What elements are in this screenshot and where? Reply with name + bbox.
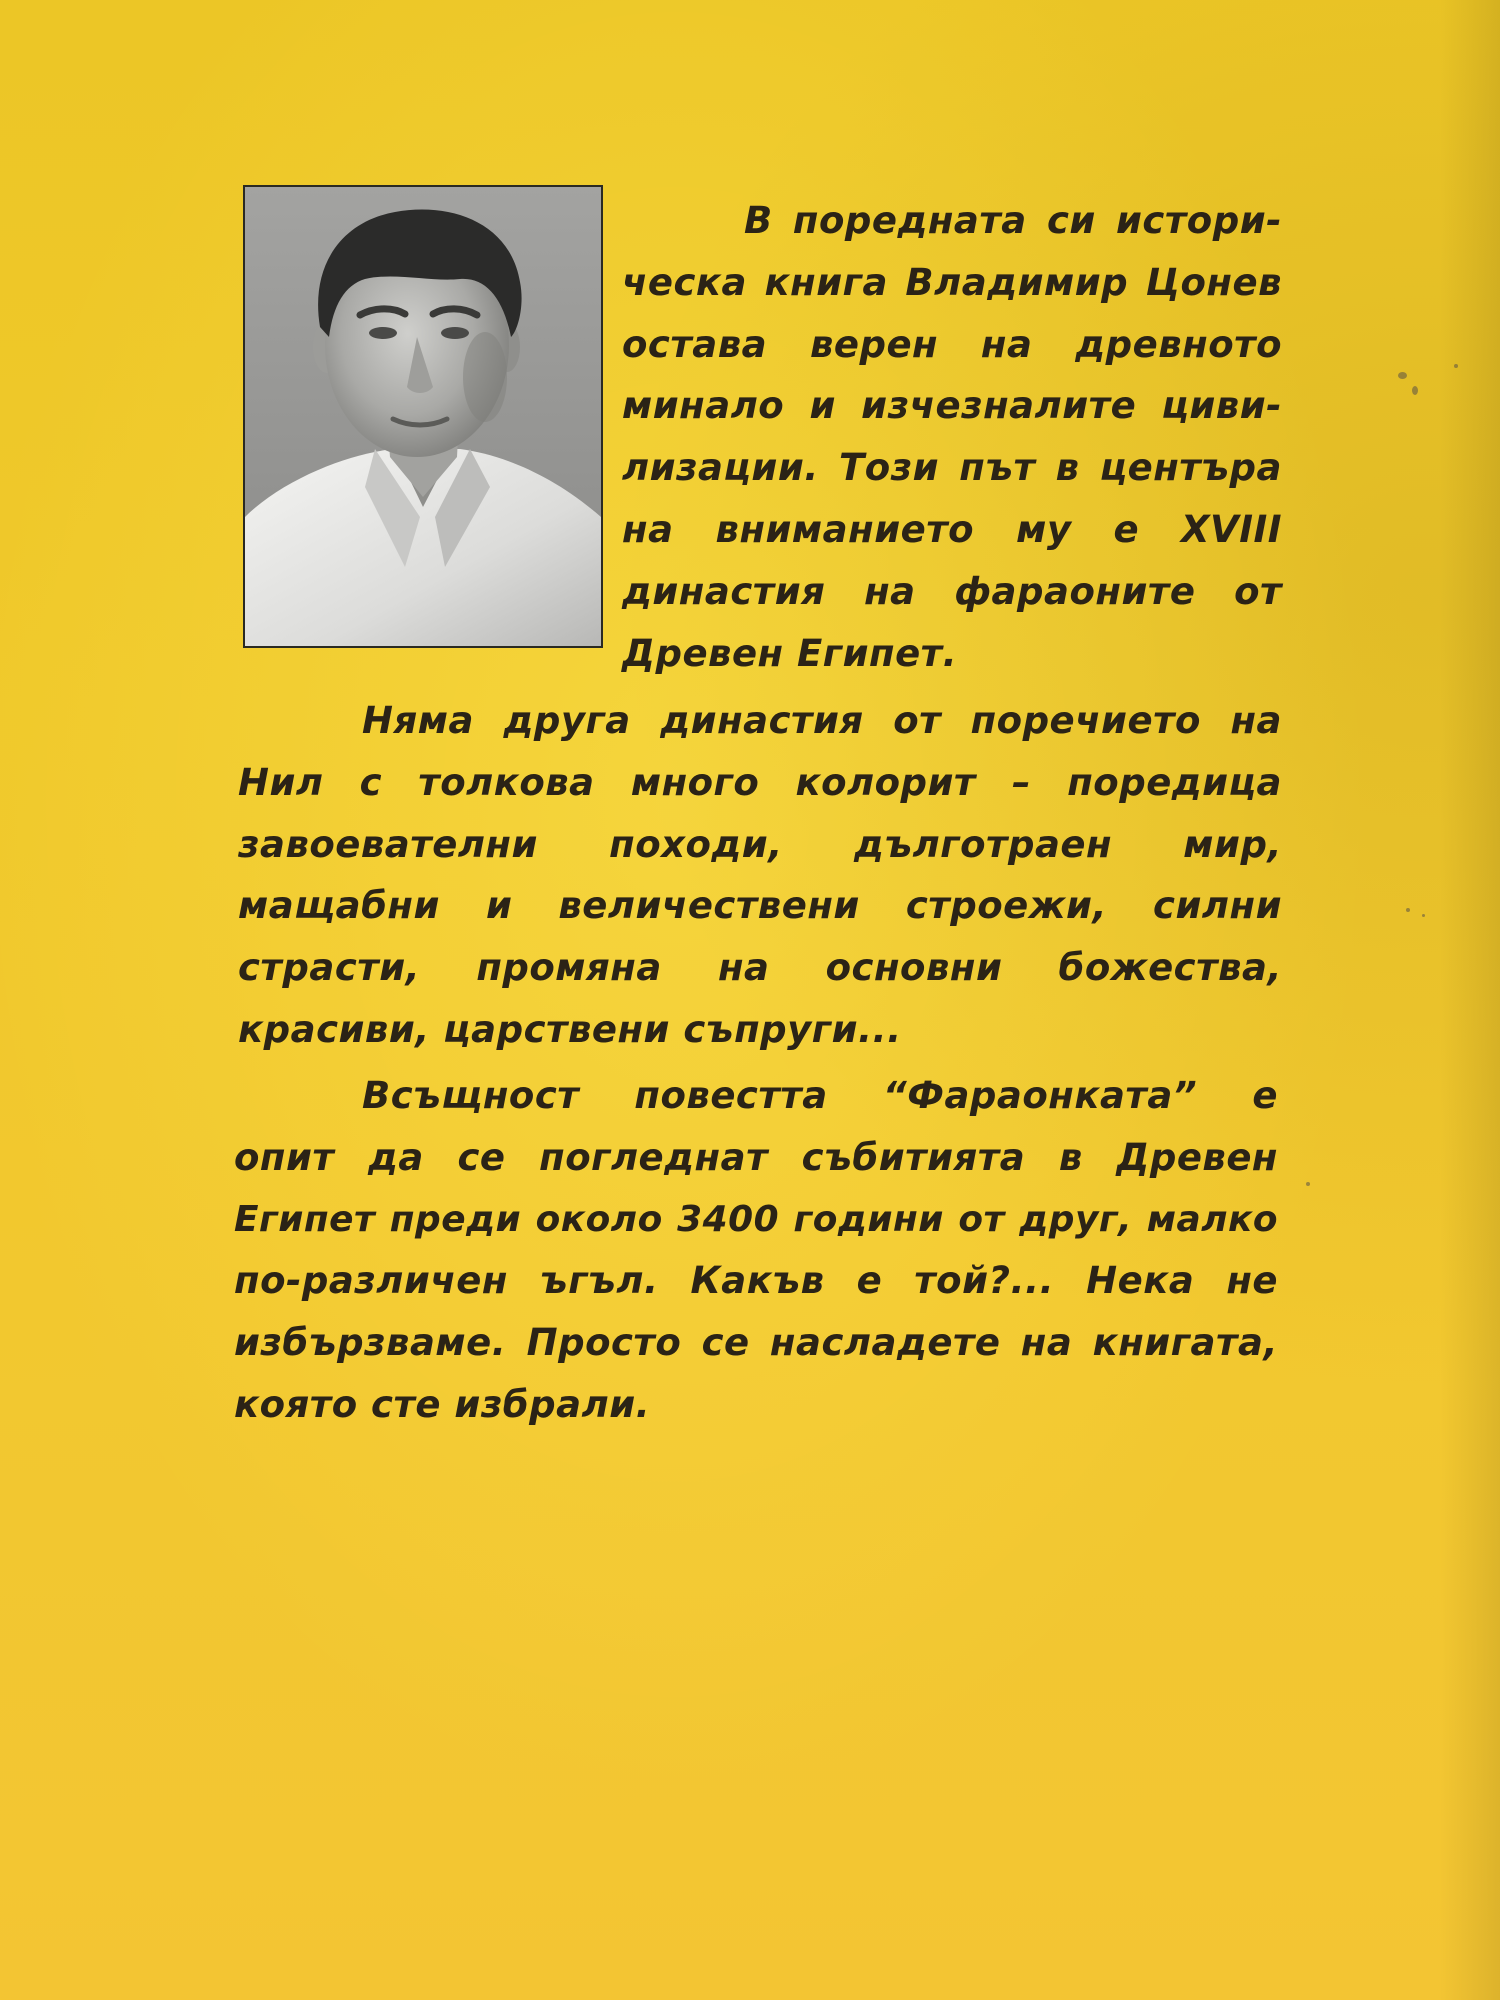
author-photo bbox=[243, 185, 603, 648]
text-line: Няма друга династия от поречието на bbox=[362, 699, 1282, 742]
text-line: ческа книга Владимир Цонев bbox=[622, 260, 1282, 304]
text-line: Всъщност повестта “Фараонката” е bbox=[362, 1074, 1278, 1117]
text-line: В поредната си истори- bbox=[744, 199, 1282, 242]
text-line: династия на фараоните от bbox=[622, 569, 1282, 613]
text-line: по-различен ъгъл. Какъв е той?... Нека не bbox=[234, 1259, 1278, 1303]
text-line: опит да се погледнат събитията в Древен bbox=[234, 1135, 1278, 1179]
novel-description-paragraph bbox=[234, 1065, 1278, 1436]
cover-speck bbox=[1398, 372, 1407, 379]
cover-speck bbox=[1422, 914, 1425, 917]
text-line: остава верен на древното bbox=[622, 322, 1282, 366]
text-line: лизации. Този път в центъра bbox=[622, 446, 1282, 490]
text-line: завоевателни походи, дълготраен мир, bbox=[238, 822, 1282, 866]
text-line: Нил с толкова много колорит – поредица bbox=[238, 760, 1282, 804]
dynasty-paragraph bbox=[238, 690, 1282, 1061]
page-edge-shadow bbox=[1440, 0, 1500, 2000]
text-line: минало и изчезналите циви- bbox=[622, 384, 1282, 428]
text-line: страсти, промяна на основни божества, bbox=[238, 946, 1282, 990]
cover-speck bbox=[1454, 364, 1458, 368]
cover-speck bbox=[1306, 1182, 1310, 1186]
text-line: красиви, царствени съпруги... bbox=[238, 1007, 902, 1051]
text-line: Древен Египет. bbox=[622, 631, 958, 675]
text-line: на вниманието му е XVIII bbox=[622, 507, 1282, 551]
text-line: Египет преди около 3400 години от друг, малко bbox=[234, 1198, 1278, 1240]
text-line: избързваме. Просто се насладете на книгата, bbox=[234, 1321, 1278, 1365]
cover-speck bbox=[1412, 386, 1418, 395]
text-line: мащабни и величествени строежи, силни bbox=[238, 884, 1282, 928]
author-intro-paragraph bbox=[622, 190, 1282, 684]
text-line: която сте избрали. bbox=[234, 1382, 651, 1426]
author-photo-drawing bbox=[245, 187, 601, 646]
cover-speck bbox=[1406, 908, 1410, 912]
